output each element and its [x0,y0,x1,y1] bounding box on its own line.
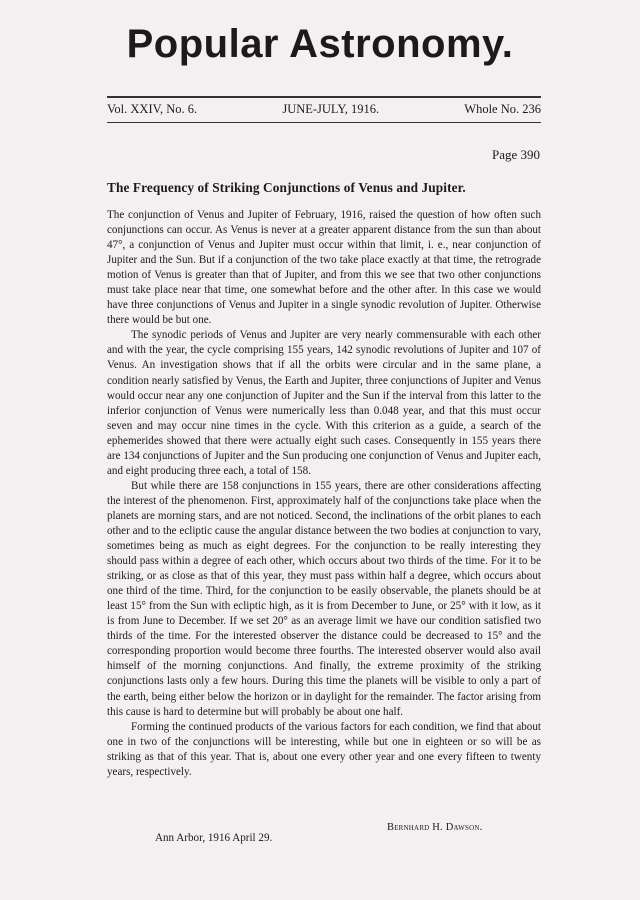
dateline: Ann Arbor, 1916 April 29. [155,832,273,844]
whole-number: Whole No. 236 [464,102,541,116]
author-signature: Bernhard H. Dawson. [387,822,483,833]
volume-number: Vol. XXIV, No. 6. [107,102,198,116]
paragraph: But while there are 158 conjunctions in 155 years, there are other considerations affecting the interest of the phenomenon. First, approximately half of the conjunctions take place when the planets are morning stars, and are not noticed. Second, the inclinations of the orbit planes to each other and to the ecliptic cause the angular distance between the two bodies at conjunction to vary, sometimes being as much as eight degrees. For the conjunction to be really interesting they should pass within a degree of each other, which occurs about two thirds of the time. For it to be striking, or as close as that of this year, they must pass within half a degree, which occurs about one third of the time. Third, for the conjunction to be easily observable, the planets should be at least 15° from the Sun with ecliptic high, as it is from December to June, or 25° with it low, as it is from June to December. If we set 20° as an average limit we have our condition satisfied two thirds of the time. For the interested observer the distance could be decreased to 15° and the corresponding proportion would become three fourths. The interested observer would also avail himself of the morning conjunctions. And finally, the extreme proximity of the striking conjunctions lasts only a few hours. During this time the planets will be visible to only a part of the earth, being either below the horizon or in daylight for the remainder. The factor arising from this cause is hard to determine but will probably be about one half. [107,479,541,718]
paragraph: Forming the continued products of the various factors for each condition, we find that about one in two of the conjunctions will be interesting, while but one in eighteen or so will be as striking as that of this year. That is, about one every other year and one every fifteen to twenty years, respectively. [107,720,541,778]
paragraph: The conjunction of Venus and Jupiter of February, 1916, raised the question of how often such conjunctions can occur. As Venus is never at a greater apparent distance from the sun than about 47°, a conjunction of Venus and Jupiter must occur within that limit, i. e., near conjunction of Jupiter and the Sun. But if a conjunction of the two take place exactly at that time, the retrograde motion of Venus is greater than that of Jupiter, and from this we see that two other conjunctions must take place near that time, one somewhat before and the other after. In this case we would have three conjunctions of Venus and Jupiter in a single synodic revolution of Jupiter. Otherwise there would be but one. [107,209,541,327]
journal-title: Popular Astronomy. [126,22,514,66]
issue-date: JUNE-JULY, 1916. [282,102,380,116]
header-rule-bottom [107,122,541,123]
paragraph: The synodic periods of Venus and Jupiter are very nearly commensurable with each other and with the year, the cycle comprising 155 years, 142 synodic revolutions of Jupiter and 107 of Venus. An investigation shows that if all the orbits were circular and in the same plane, a condition nearly satisfied by Venus, the Earth and Jupiter, three conjunctions of Jupiter and Venus would occur near any one conjunction of Jupiter and the Sun if the interval from this latter to the inferior conjunction of Venus were numerically less than 0.048 year, and that this must occur seven and may occur nine times in the cycle. With this criterion as a guide, a search of the ephemerides showed that there were actually eight such cases. Consequently in 155 years there are 134 conjunctions of Jupiter and the Sun producing one conjunction of Venus and Jupiter each, and eight producing three each, a total of 158. [107,329,541,477]
article-title: The Frequency of Striking Conjunctions of Venus and Jupiter. [107,180,466,195]
page-number: Page 390 [491,147,540,162]
article-body [107,208,541,780]
issue-line [107,102,541,117]
header-rule-top [107,96,541,98]
